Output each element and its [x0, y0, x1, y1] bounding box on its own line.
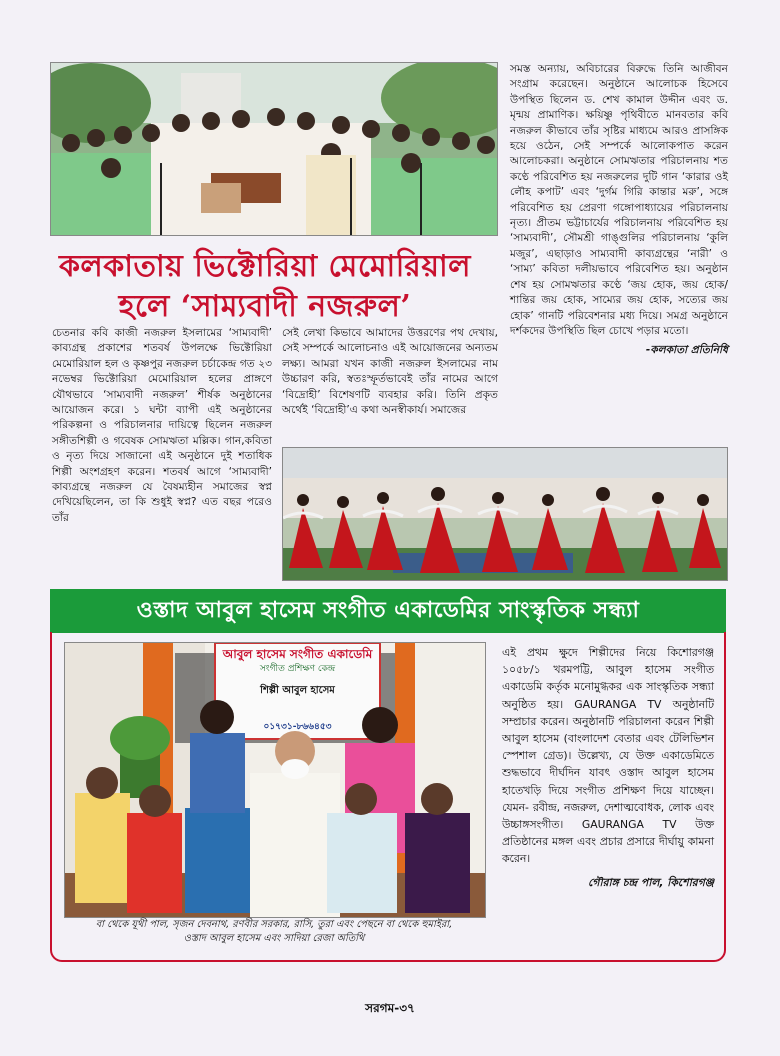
article1-column-2-text: সেই লেখা কিভাবে আমাদের উত্তরণের পথ দেখায়, সেই সম্পর্কে আলোচনাও এই আয়োজনের অন্যতম লক্ষ্য। আমরা যখন কাজী নজরুল ইসলামের নাম উচ্চারণ করি, স্বতঃস্ফূর্তভাবেই তাঁর নামের আগে ‘বিদ্রোহী’ বিশেষণটি ব্যবহার করি। তিনি প্রকৃত অর্থেই ‘বিদ্রোহী’এ কথা অনস্বীকার্য। সমাজের	[282, 327, 498, 417]
article1-byline: -কলকাতা প্রতিনিধি	[645, 344, 728, 357]
article1-right-column	[510, 62, 728, 359]
banner-subtitle: সংগীত প্রশিক্ষণ কেন্দ্র	[259, 664, 336, 674]
group-photo-caption	[64, 918, 484, 946]
caption-line-1: বা থেকে যূথী পাল, সৃজন দেবনাথ, রণবীর সরকার, রাসি, তুরা এবং পেছনে বা থেকে হুমাইরা,	[95, 919, 453, 930]
article2-body-text: এই প্রথম ক্ষুদে শিল্পীদের নিয়ে কিশোরগঞ্জ ১০৫৮/১ খরমপট্টি, আবুল হাসেম সংগীত একাডেমি কর্তৃক মনোমুগ্ধকর এক সাংস্কৃতিক সন্ধ্যা অনুষ্ঠিত হয়। GAURANGA TV অনুষ্ঠানটি সম্প্রচার করেন। অনুষ্ঠানটি পরিচালনা করেন শিল্পী আবুল হাসেম (বাংলাদেশ বেতার এবং টেলিভিশন স্পেশাল গ্রেড)। উল্লেখ্য, যে উক্ত একাডেমিতে শুদ্ধভাবে দীর্ঘদিন যাবৎ ওস্তাদ আবুল হাসেম হাতেখড়ি দিয়ে সংগীত প্রশিক্ষণ দিয়ে যাচ্ছেন। যেমন- রবীন্দ্র, নজরুল, দেশাত্মবোধক, লোক এবং উচ্চাঙ্গসংগীত। GAURANGA TV উক্ত প্রতিষ্ঠানের মঙ্গল এবং প্রচার প্রসারে দীর্ঘায়ু কামনা করেন।	[502, 646, 714, 866]
article1-right-text: সমস্ত অন্যায়, অবিচারের বিরুদ্ধে তিনি আজীবন সংগ্রাম করেছেন। অনুষ্ঠানে আলোচক হিসেবে উপস্থিত ছিলেন ড. শেখ কামাল উদ্দীন এবং ড. মৃন্ময় প্রামাণিক। ক্ষয়িষ্ণু পৃথিবীতে মানবতার কবি নজরুল কীভাবে তাঁর সৃষ্টির মাধ্যমে আরও প্রাসঙ্গিক হয়ে ওঠেন, সেই সম্পর্কে আলোকপাত করেন আলোচকরা। অনুষ্ঠানে সোমঋতার পরিচালনায় শত কণ্ঠে পরিবেশিত হয় নজরুলের দুটি গান ‘কারার ওই লৌহ কপাট’ এবং ‘দুর্গম গিরি কান্তার মরু’, সঙ্গে পরিবেশিত হয় প্রেরণা গঙ্গোপাধ্যায়ের পরিচালনায় নৃত্য। প্রীতম ভট্টাচার্যের পরিচালনায় পরিবেশিত হয় ‘সাম্যবাদী’, সৌমশ্রী গাঙ্গুলির পরিচালনায় ‘কুলি মজুর’, এছাড়াও সাম্যবাদী কাব্যগ্রন্থের ‘নারী’ ও ‘সাম্য’ কবিতা দলীয়ভাবে পরিবেশিত হয়। অনুষ্ঠান শেষ হয় সোমঋতার কণ্ঠে ‘জয় হোক, জয় হোক/শান্তির জয় হোক, সাম্যের জয় হোক, সত্যের জয় হোক’ গানটি পরিবেশনার মধ্য দিয়ে। সমগ্র অনুষ্ঠানে দর্শকদের উপস্থিতি ছিল চোখে পড়ার মতো।	[510, 63, 728, 337]
article1-headline-line2: হলে ‘সাম্যবাদী নজরুল’	[118, 289, 412, 324]
banner-phone: ০১৭৩১-৮৬৬৪৫৩	[263, 722, 332, 732]
article2-byline: গৌরাঙ্গ চন্দ্র পাল, কিশোরগঞ্জ	[588, 875, 714, 889]
article1-headline-line1: কলকাতায় ভিক্টোরিয়া মেমোরিয়াল	[58, 249, 472, 284]
choir-photo	[50, 62, 498, 236]
article1-column-2	[282, 326, 498, 418]
banner-name: শিল্পী আবুল হাসেম	[260, 685, 335, 696]
group-photo	[64, 642, 486, 918]
page-number: সরগম-৩৭	[365, 1001, 415, 1015]
caption-line-2: ওস্তাদ আবুল হাসেম এবং সাদিয়া রেজা অতিথি	[183, 933, 365, 944]
article1-column-1-text: চেতনার কবি কাজী নজরুল ইসলামের ‘সাম্যবাদী’ কাব্যগ্রন্থ প্রকাশের শতবর্ষ উপলক্ষে ভিক্টোরিয়া মেমোরিয়াল হল ও কৃষ্ণপুর নজরুল চর্চাকেন্দ্র গত ২৩ নভেম্বর ভিক্টোরিয়া মেমোরিয়াল হলের প্রাঙ্গণে যৌথভাবে ‘সাম্যবাদী নজরুল’ শীর্ষক অনুষ্ঠানের আয়োজন করে। ১ ঘন্টা ব্যাপী এই অনুষ্ঠানের পরিকল্পনা ও পরিচালনার দায়িত্বে ছিলেন নজরুল সঙ্গীতশিল্পী ও গবেষক সোমঋতা মল্লিক। গান,কবিতা ও নৃত্য দিয়ে সাজানো এই অনুষ্ঠানে দুই শতাধিক শিল্পী অংশগ্রহণ করেন। শতবর্ষ আগে ‘সাম্যবাদী’ কাব্যগ্রন্থে নজরুল যে বৈষম্যহীন সমাজের স্বপ্ন দেখিয়েছিলেন, তা কি শুধুই স্বপ্ন? এত বছর পরেও তাঁর	[52, 327, 272, 524]
article1-column-1	[52, 326, 272, 526]
banner-title: আবুল হাসেম সংগীত একাডেমি	[222, 647, 373, 661]
article2-headline-bar: ওস্তাদ আবুল হাসেম সংগীত একাডেমির সাংস্কৃতিক সন্ধ্যা	[50, 589, 726, 633]
academy-banner	[215, 645, 380, 733]
article2-body	[502, 644, 714, 891]
dance-photo	[282, 447, 728, 581]
